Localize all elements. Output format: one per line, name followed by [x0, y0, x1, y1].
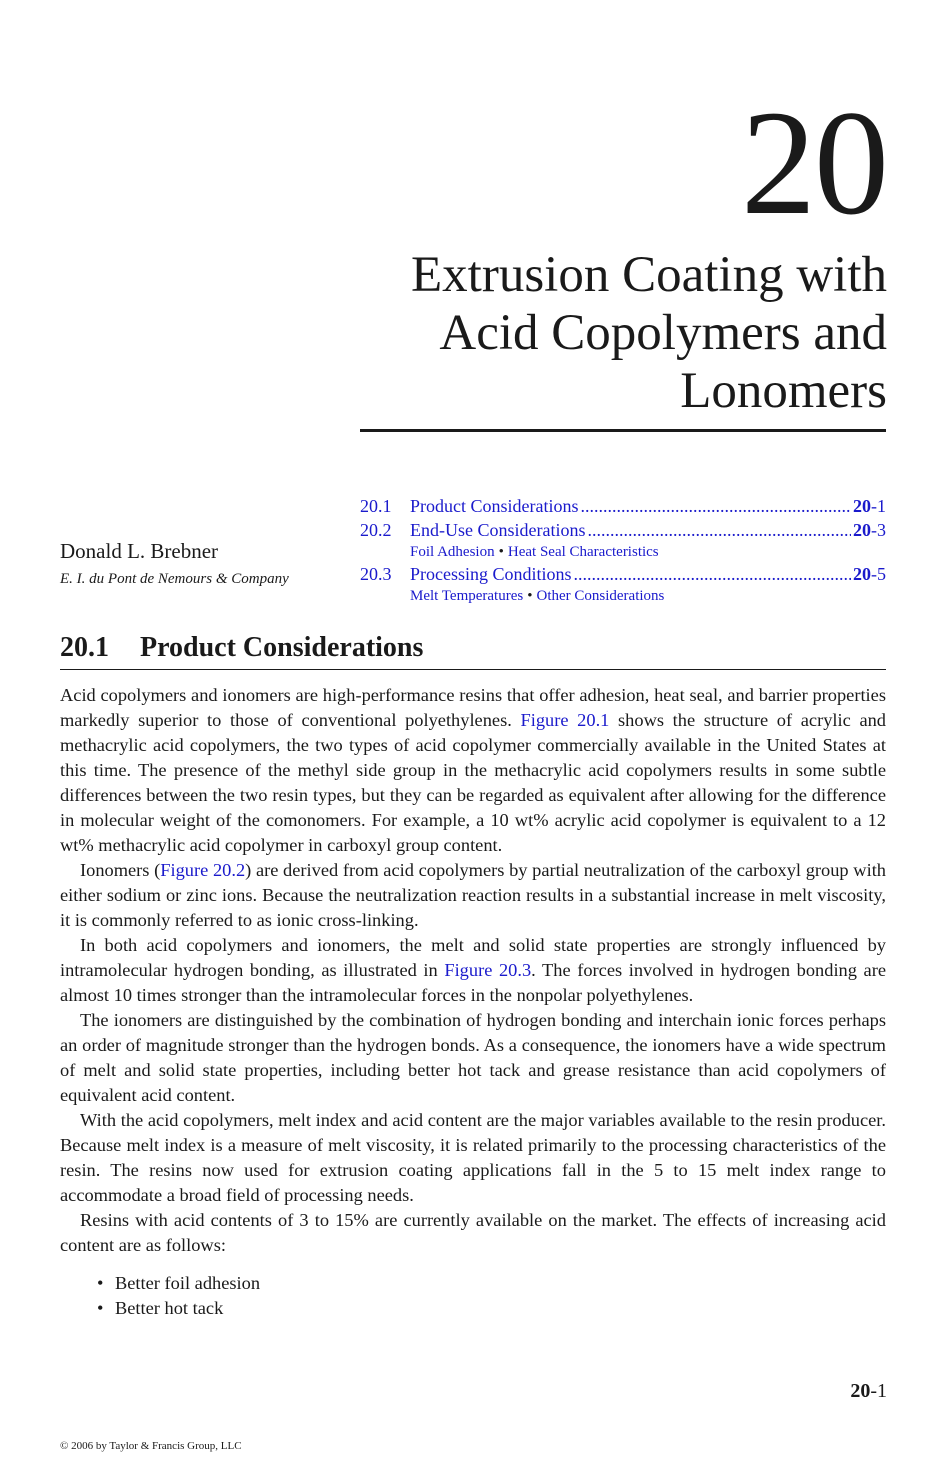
bullet-icon: • — [97, 1273, 104, 1293]
section-number: 20.1 — [60, 632, 109, 663]
toc-entry[interactable] — [360, 518, 886, 562]
chapter-title: Extrusion Coating with Acid Copolymers and Lonomers — [411, 247, 887, 419]
author-block — [60, 537, 320, 589]
toc-entry-page[interactable]: 20-5 — [853, 564, 886, 584]
toc-entry-link[interactable]: End-Use Considerations — [410, 520, 586, 540]
paragraph — [60, 1008, 886, 1108]
section-title: Product Considerations — [140, 632, 424, 663]
list-item — [60, 1271, 886, 1296]
section-divider — [60, 669, 886, 670]
paragraph-text: shows the structure of acrylic and methacrylic acid copolymers, the two types of acid copolymer commercially available in the United States at this time. The presence of the methyl side group in the methacrylic acid copolymers results in some subtle differences between the two resin types, but they can be regarded as equivalent after allowing for the difference in molecular weight of the comonomers. For example, a 10 wt% acrylic acid copolymer is equivalent to a 12 wt% methacrylic acid copolymer in carboxyl group content. — [60, 710, 886, 855]
toc-entry-page[interactable]: 20-1 — [853, 496, 886, 516]
paragraph — [60, 858, 886, 933]
toc-leader-dots — [574, 562, 851, 586]
section-heading — [60, 630, 886, 666]
paragraph — [60, 1208, 886, 1258]
chapter-number: 20 — [741, 80, 887, 246]
paragraph-text: ) are derived from acid copolymers by partial neutralization of the carboxyl group with either sodium or zinc ions. Because the neutralization reaction results in a substantial increase in melt viscosity, it is commonly referred to as ionic cross-linking. — [60, 860, 886, 930]
toc-subsections — [360, 586, 886, 606]
toc-separator: • — [527, 588, 533, 604]
table-of-contents — [360, 494, 886, 606]
paragraph-text: Ionomers ( — [80, 860, 161, 880]
toc-entry-link[interactable]: Product Considerations — [410, 496, 579, 516]
list-item-text: Better hot tack — [115, 1298, 224, 1318]
page-number-chapter: 20 — [850, 1380, 871, 1402]
paragraph — [60, 1108, 886, 1208]
toc-entry-number[interactable]: 20.1 — [360, 496, 392, 516]
bullet-icon: • — [97, 1298, 104, 1318]
toc-leader-dots — [581, 494, 852, 518]
list-item — [60, 1296, 886, 1321]
paragraph-text: . The forces involved in hydrogen bonding are almost 10 times stronger than the intramolecular forces in the nonpolar polyethylenes. — [60, 960, 886, 1005]
toc-entry-number[interactable]: 20.3 — [360, 564, 392, 584]
paragraph — [60, 683, 886, 858]
author-affiliation: E. I. du Pont de Nemours & Company — [60, 571, 289, 587]
body-text — [60, 683, 886, 1258]
figure-link[interactable]: Figure 20.2 — [160, 860, 246, 880]
page-number-page: -1 — [870, 1380, 887, 1402]
copyright-notice: © 2006 by Taylor & Francis Group, LLC — [60, 1440, 242, 1452]
toc-subsection-link[interactable]: Heat Seal Characteristics — [507, 544, 659, 560]
list-item-text: Better foil adhesion — [115, 1273, 261, 1293]
toc-entry-number[interactable]: 20.2 — [360, 520, 392, 540]
toc-entry[interactable] — [360, 494, 886, 518]
figure-link[interactable]: Figure 20.1 — [520, 710, 610, 730]
toc-separator: • — [498, 544, 504, 560]
paragraph-text: In both acid copolymers and ionomers, the melt and solid state properties are strongly influenced by intramolecular hydrogen bonding, as illustrated in — [60, 935, 886, 980]
paragraph-text: Acid copolymers and ionomers are high-performance resins that offer adhesion, heat seal, and barrier properties markedly superior to those of conventional polyethylenes. — [60, 685, 886, 730]
paragraph — [60, 933, 886, 1008]
paragraph-text: The ionomers are distinguished by the combination of hydrogen bonding and interchain ionic forces perhaps an order of magnitude stronger than the hydrogen bonds. As a consequence, the ionomers have a wide spectrum of melt and solid state properties, including better hot tack and grease resistance than acid copolymers of equivalent acid content. — [60, 1010, 886, 1105]
paragraph-text: With the acid copolymers, melt index and acid content are the major variables available to the resin producer. Because melt index is a measure of melt viscosity, it is related primarily to the processing characteristics of the resin. The resins now used for extrusion coating applications fall in the 5 to 15 melt index range to accommodate a broad field of processing needs. — [60, 1110, 886, 1205]
toc-entry-page[interactable]: 20-3 — [853, 520, 886, 540]
author-name: Donald L. Brebner — [60, 539, 219, 563]
paragraph-text: Resins with acid contents of 3 to 15% are currently available on the market. The effects of increasing acid content are as follows: — [60, 1210, 886, 1255]
bullet-list — [60, 1271, 886, 1321]
toc-subsection-link[interactable]: Other Considerations — [536, 588, 665, 604]
toc-subsection-link[interactable]: Melt Temperatures — [410, 588, 524, 604]
toc-subsections — [360, 542, 886, 562]
figure-link[interactable]: Figure 20.3 — [444, 960, 532, 980]
toc-leader-dots — [587, 518, 851, 542]
toc-subsection-link[interactable]: Foil Adhesion — [410, 544, 495, 560]
toc-entry-link[interactable]: Processing Conditions — [410, 564, 572, 584]
page-number — [850, 1378, 887, 1404]
toc-entry[interactable] — [360, 562, 886, 606]
title-divider — [360, 429, 886, 432]
